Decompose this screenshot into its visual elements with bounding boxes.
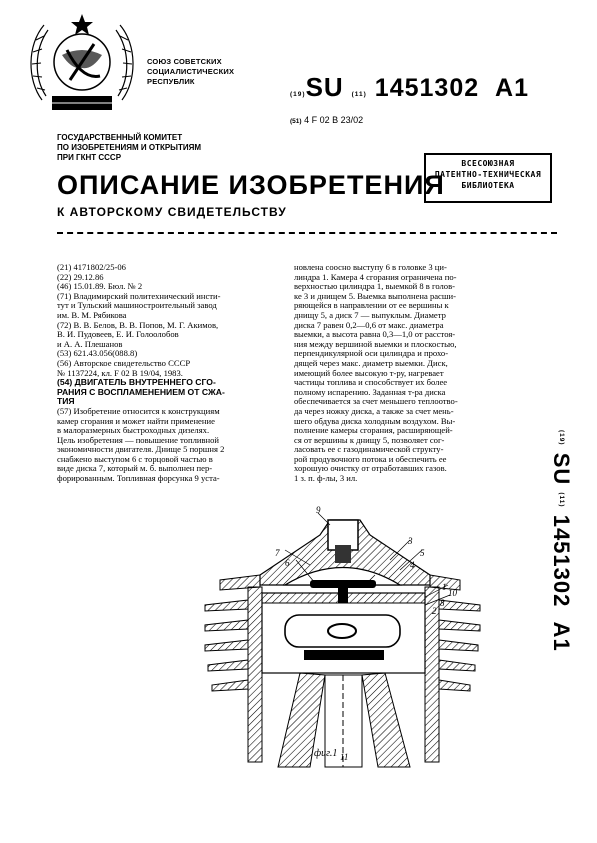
fig-label-7: 7 — [275, 548, 280, 558]
document-subtitle: К АВТОРСКОМУ СВИДЕТЕЛЬСТВУ — [57, 205, 287, 219]
abstract-line: линдра 1. Камера 4 сгорания ограничена по- — [294, 271, 457, 282]
abstract-line: 1 з. п. ф-лы, 3 ил. — [294, 473, 358, 484]
abstract-line: частицы топлива и способствует их более — [294, 377, 448, 388]
abstract-line: полному испарению. Заданная т-ра диска — [294, 386, 446, 397]
ipc-class — [290, 115, 363, 125]
biblio-line: (22) 29.12.86 — [57, 271, 104, 282]
biblio-line: В. И. Пудовеев, Е. И. Голоолобов — [57, 329, 179, 340]
fig-label-3: 3 — [408, 536, 413, 546]
abstract-line: ния между вершиной выемки и плоскостью, — [294, 338, 457, 349]
biblio-line: (56) Авторское свидетельство СССР — [57, 357, 191, 368]
abstract-line: экономичности двигателя. Днище 5 поршня 2 — [57, 444, 225, 455]
side-tag-11: (11) — [558, 492, 565, 508]
state-emblem — [22, 10, 142, 118]
biblio-line: тут и Тульский машиностроительный завод — [57, 300, 217, 311]
kind-code: A1 — [495, 74, 529, 102]
stamp-line-3: БИБЛИОТЕКА — [461, 181, 515, 190]
side-patent-number — [548, 430, 574, 652]
stamp-line-1: ВСЕСОЮЗНАЯ — [461, 159, 515, 168]
biblio-line: (72) В. В. Белов, В. В. Попов, М. Г. Акимов, — [57, 319, 219, 330]
invention-title: (54) ДВИГАТЕЛЬ ВНУТРЕННЕГО СГО- — [57, 377, 216, 388]
abstract-line: Цель изобретения — повышение топливной — [57, 434, 220, 445]
abstract-line: виде диска 7, который м. б. выполнен пер- — [57, 463, 213, 474]
fig-label-1: 1 — [442, 582, 447, 592]
side-tag-19: (19) — [558, 430, 565, 446]
document-title: ОПИСАНИЕ ИЗОБРЕТЕНИЯ — [57, 170, 445, 200]
divider — [57, 232, 557, 234]
tag-51: (51) — [290, 118, 302, 125]
biblio-line: (71) Владимирский политехнический инсти- — [57, 290, 221, 301]
committee-name: ГОСУДАРСТВЕННЫЙ КОМИТЕТ ПО ИЗОБРЕТЕНИЯМ И ОТКРЫТИЯМ ПРИ ГКНТ СССР — [57, 133, 202, 162]
biblio-line: и А. А. Плешанов — [57, 338, 123, 349]
abstract-line: ряющейся в направлении от ее вершины к — [294, 300, 449, 311]
publication-number — [290, 72, 529, 103]
abstract-line: (57) Изобретение относится к конструкциям — [57, 405, 220, 416]
invention-title: РАНИЯ С ВОСПЛАМЕНЕНИЕМ ОТ СЖА- — [57, 386, 225, 397]
abstract-line: форированным. Топливная форсунка 9 уста- — [57, 473, 220, 484]
side-number: 1451302 — [549, 514, 574, 608]
org-name: СОЮЗ СОВЕТСКИХ СОЦИАЛИСТИЧЕСКИХ РЕСПУБЛИК — [147, 57, 235, 86]
emblem-icon — [22, 10, 142, 118]
biblio-line: № 1137224, кл. F 02 B 19/04, 1983. — [57, 367, 183, 378]
tag-19: (19) — [290, 91, 306, 98]
fig-label-2: 2 — [432, 606, 437, 616]
biblio-line: им. В. М. Рябикова — [57, 309, 127, 320]
tag-11: (11) — [351, 91, 367, 98]
fig-label-5: 5 — [420, 548, 425, 558]
biblio-line: (46) 15.01.89. Бюл. № 2 — [57, 281, 143, 292]
fig-label-10: 10 — [448, 588, 457, 598]
fig-label-8: 8 — [440, 598, 445, 608]
abstract-line: днищу 5, а диск 7 — выпуклым. Диаметр — [294, 309, 446, 320]
abstract-line: ласовать ее с газодинамической структу- — [294, 444, 444, 455]
engine-drawing — [200, 505, 550, 770]
cylinder-section-drawing — [200, 505, 550, 770]
biblio-line: (21) 4171802/25-06 — [57, 262, 126, 272]
abstract-line: новлена соосно выступу 6 в головке 3 ци- — [294, 262, 447, 272]
figure-caption: фиг.1 — [314, 748, 338, 759]
ipc-code: F 02 B 23/02 — [311, 115, 364, 125]
stamp-line-2: ПАТЕНТНО-ТЕХНИЧЕСКАЯ — [434, 170, 542, 179]
abstract-line: хорошую очистку от отработавших газов. — [294, 463, 447, 474]
abstract-line: камер сгорания и может найти применение — [57, 415, 215, 426]
patent-number: 1451302 — [374, 74, 480, 102]
fig-label-6: 6 — [285, 558, 290, 568]
ipc-prefix: 4 — [304, 115, 310, 125]
abstract-line: дящей через макс. диаметр выемки. Диск, — [294, 357, 448, 368]
biblio-line: (53) 621.43.056(088.8) — [57, 348, 138, 359]
abstract-line: выемки, а высота равна 0,3—1,0 от расстоя- — [294, 329, 456, 340]
abstract-line: полнение камеры сгорания, расширяющей- — [294, 425, 453, 436]
abstract-line: ся от вершины к днищу 5, позволяет сог- — [294, 434, 445, 445]
invention-title: ТИЯ — [57, 396, 75, 407]
side-country: SU — [549, 452, 574, 486]
abstract-line: диска 7 равен 0,2—0,6 от макс. диаметра — [294, 319, 444, 330]
bibliographic-data — [57, 263, 287, 484]
abstract-line: ке 3 и днищем 5. Выемка выполнена расши- — [294, 290, 456, 301]
abstract-line: снабжено выступом 6 с торцовой частью в — [57, 453, 213, 464]
fig-label-9: 9 — [316, 505, 321, 515]
abstract-line: шего обдува диска холодным воздухом. Вы- — [294, 415, 456, 426]
abstract-line: в малоразмерных быстроходных дизелях. — [57, 425, 210, 436]
side-kind: A1 — [549, 621, 574, 652]
fig-label-4: 4 — [410, 560, 415, 570]
abstract-line: обеспечивается за счет меньшего теплоотво- — [294, 396, 458, 407]
abstract-line: имеющий более высокую т-ру, нагревает — [294, 367, 444, 378]
fig-label-11: 11 — [340, 752, 349, 762]
abstract-line: рой продувочного потока и обеспечить ее — [294, 453, 447, 464]
abstract-line: верхностью цилиндра 1, выемкой 8 в голов- — [294, 281, 456, 292]
abstract-line: да через ножку диска, а также за счет мень- — [294, 405, 454, 416]
abstract-line: перпендикулярной оси цилиндра и прохо- — [294, 348, 449, 359]
country-code: SU — [305, 72, 344, 102]
abstract-continued — [294, 263, 534, 484]
